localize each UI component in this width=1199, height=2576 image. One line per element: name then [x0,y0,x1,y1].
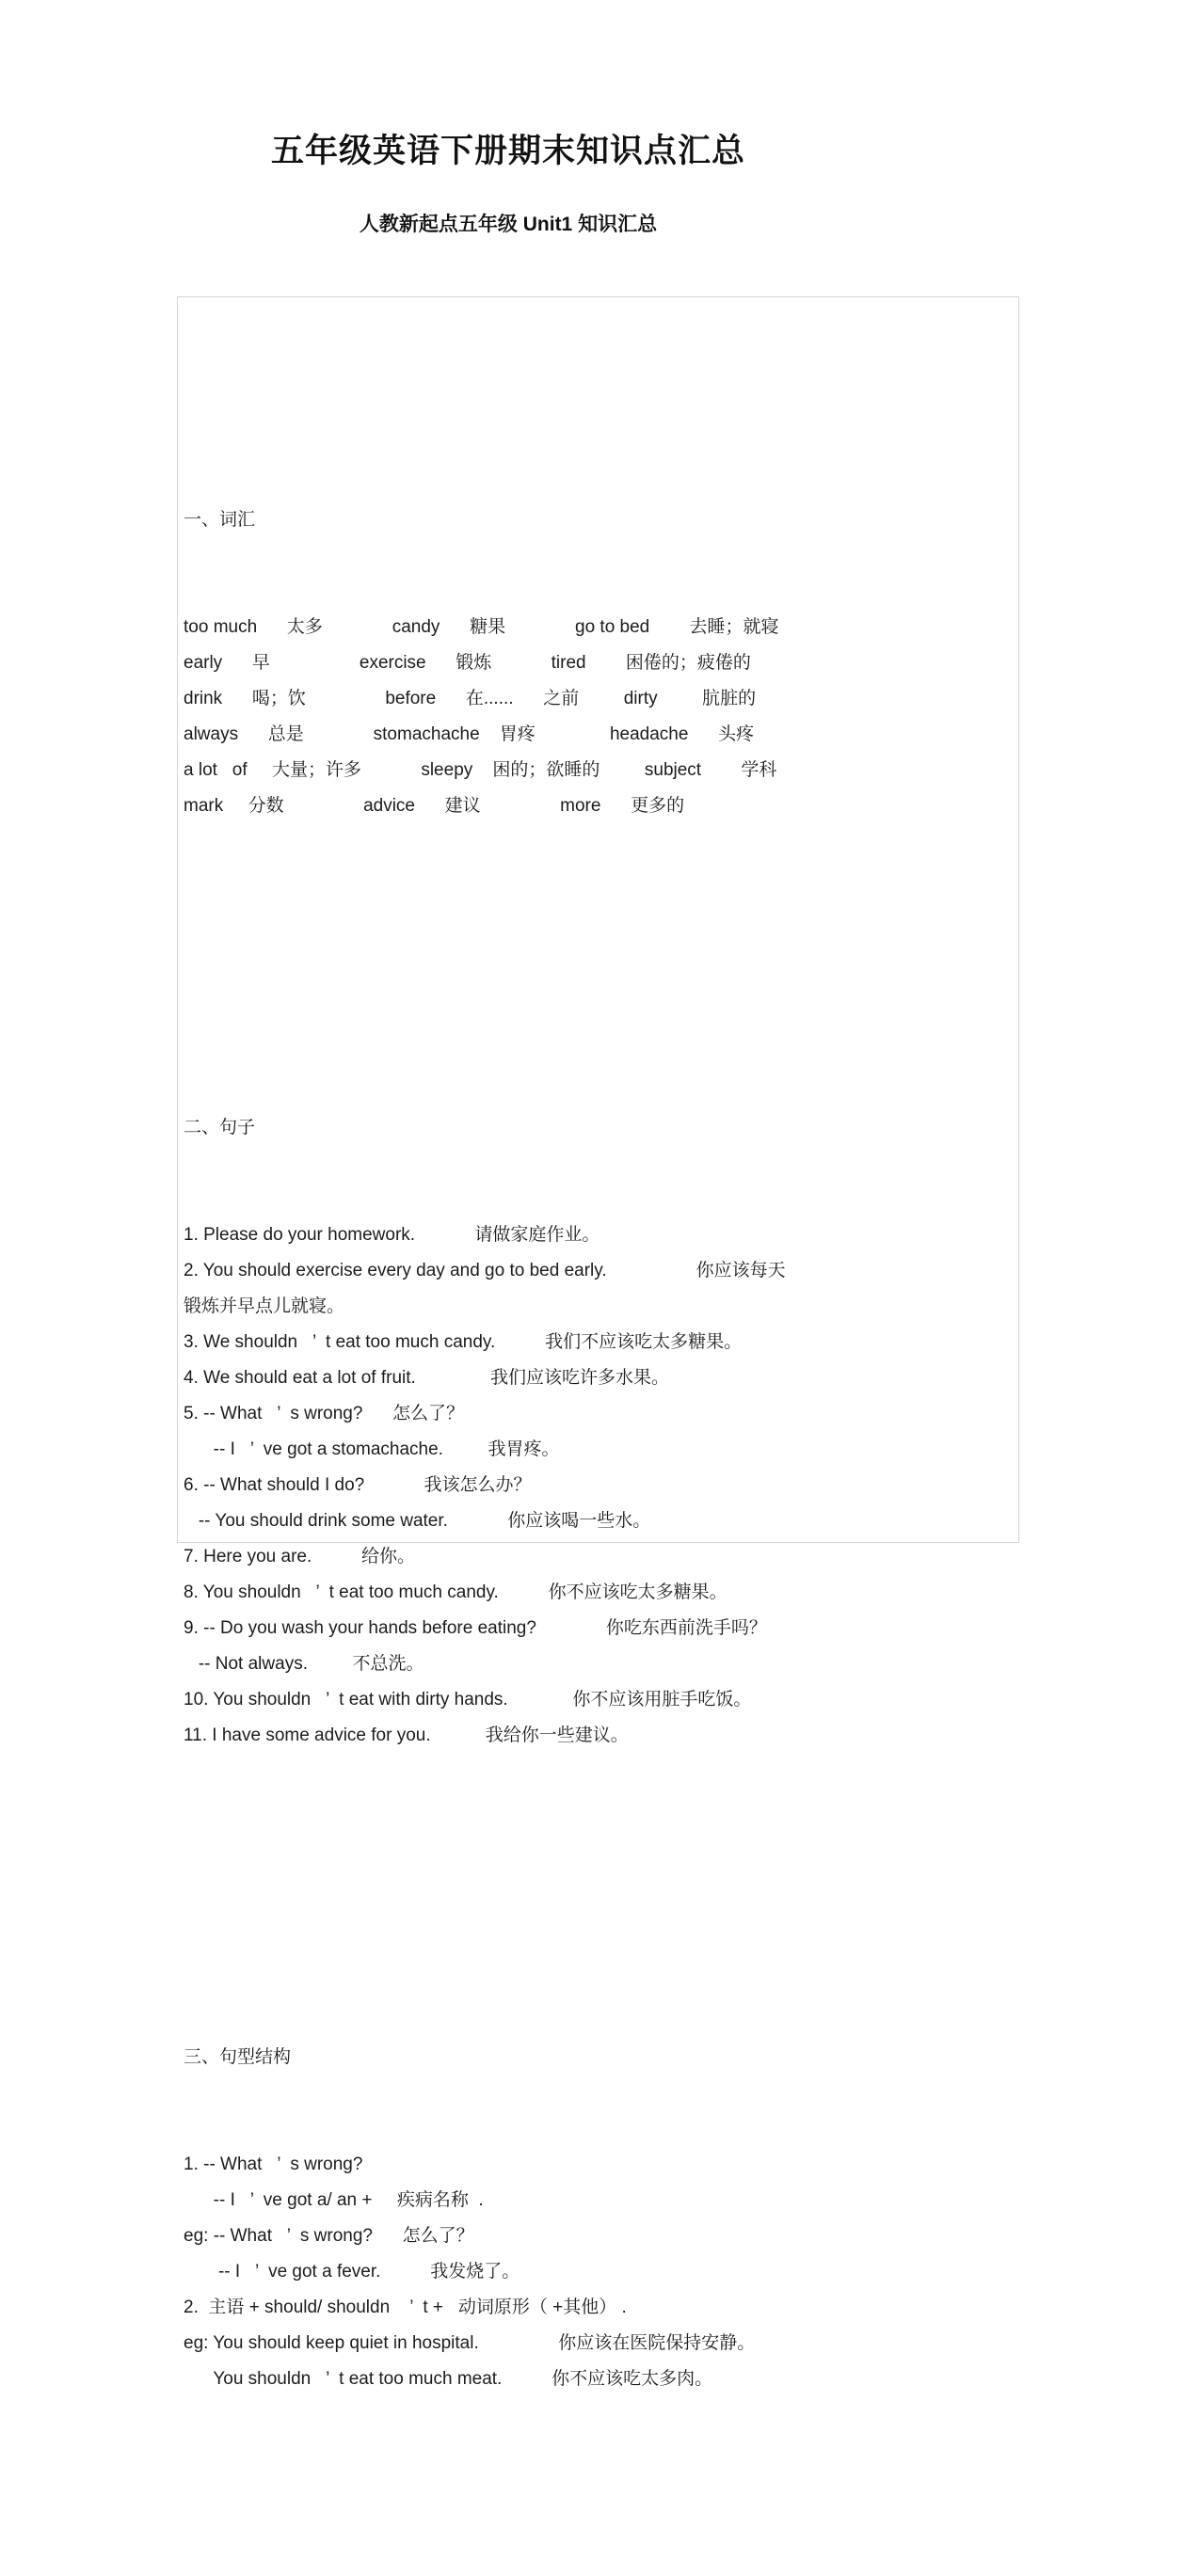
title-block [0,0,1016,237]
vocabulary-line: early 早 exercise 锻炼 tired 困倦的；疲倦的 [184,653,751,673]
sentence-line: 2. You should exercise every day and go to bed early. 你应该每天 [184,1261,786,1280]
sentence-line: 9. -- Do you wash your hands before eating? 你吃东西前洗手吗？ [184,1618,767,1638]
sentence-line: 4. We should eat a lot of fruit. 我们应该吃许多水果。 [184,1368,669,1388]
sentence-line: -- Not always. 不总洗。 [184,1654,424,1674]
document-title: 五年级英语下册期末知识点汇总 [270,133,745,169]
pattern-line: -- I ’ ve got a fever. 我发烧了。 [184,2262,520,2282]
content-box [177,296,1019,2389]
sentence-line: 7. Here you are. 给你。 [184,1547,416,1566]
pattern-line: You shouldn ’ t eat too much meat. 你不应该吃太多肉。 [184,2369,713,2389]
sentence-line: 10. You shouldn ’ t eat with dirty hands. 你不应该用脏手吃饭。 [184,1690,752,1709]
vocabulary-line: mark 分数 advice 建议 more 更多的 [184,796,685,816]
vocabulary-line: a lot of 大量；许多 sleepy 困的；欲睡的 subject 学科 [184,760,777,780]
pattern-line: -- I ’ ve got a/ an + 疾病名称 . [184,2190,484,2210]
section-vocabulary [184,431,1015,896]
sentence-line: 6. -- What should I do? 我该怎么办？ [184,1475,532,1495]
sentence-line: 8. You shouldn ’ t eat too much candy. 你不应该吃太多糖果。 [184,1582,727,1602]
section-patterns [184,1968,1015,2469]
vocabulary-line: always 总是 stomachache 胃疼 headache 头疼 [184,724,755,744]
pattern-lines [184,2147,1015,2397]
sentence-line: 5. -- What ’ s wrong? 怎么了？ [184,1404,465,1423]
pattern-line: 1. -- What ’ s wrong? [184,2155,363,2174]
sentence-line: 11. I have some advice for you. 我给你一些建议。 [184,1725,629,1745]
section-sentences [184,1039,1015,1825]
vocabulary-lines [184,610,1015,824]
pattern-line: 2. 主语 + should/ shouldn ’ t + 动词原形（ +其他） . [184,2298,627,2317]
sentence-line: 3. We shouldn ’ t eat too much candy. 我们不应该吃太多糖果。 [184,1332,743,1352]
sentence-line: 1. Please do your homework. 请做家庭作业。 [184,1225,600,1245]
pattern-line: eg: You should keep quiet in hospital. 你应该在医院保持安静。 [184,2333,756,2353]
sentence-line: -- I ’ ve got a stomachache. 我胃疼。 [184,1439,560,1459]
sentences-heading: 二、句子 [184,1118,256,1137]
document-subtitle: 人教新起点五年级 Unit1 知识汇总 [359,214,658,235]
sentence-line: -- You should drink some water. 你应该喝一些水。 [184,1511,651,1531]
sentence-line: 锻炼并早点儿就寝。 [184,1296,345,1316]
patterns-heading: 三、句型结构 [184,2047,292,2067]
pattern-line: eg: -- What ’ s wrong? 怎么了？ [184,2226,474,2246]
sentence-lines [184,1217,1015,1754]
vocabulary-heading: 一、词汇 [184,510,256,530]
vocabulary-line: drink 喝；饮 before 在...... 之前 dirty 肮脏的 [184,689,757,708]
vocabulary-line: too much 太多 candy 糖果 go to bed 去睡；就寝 [184,617,779,637]
